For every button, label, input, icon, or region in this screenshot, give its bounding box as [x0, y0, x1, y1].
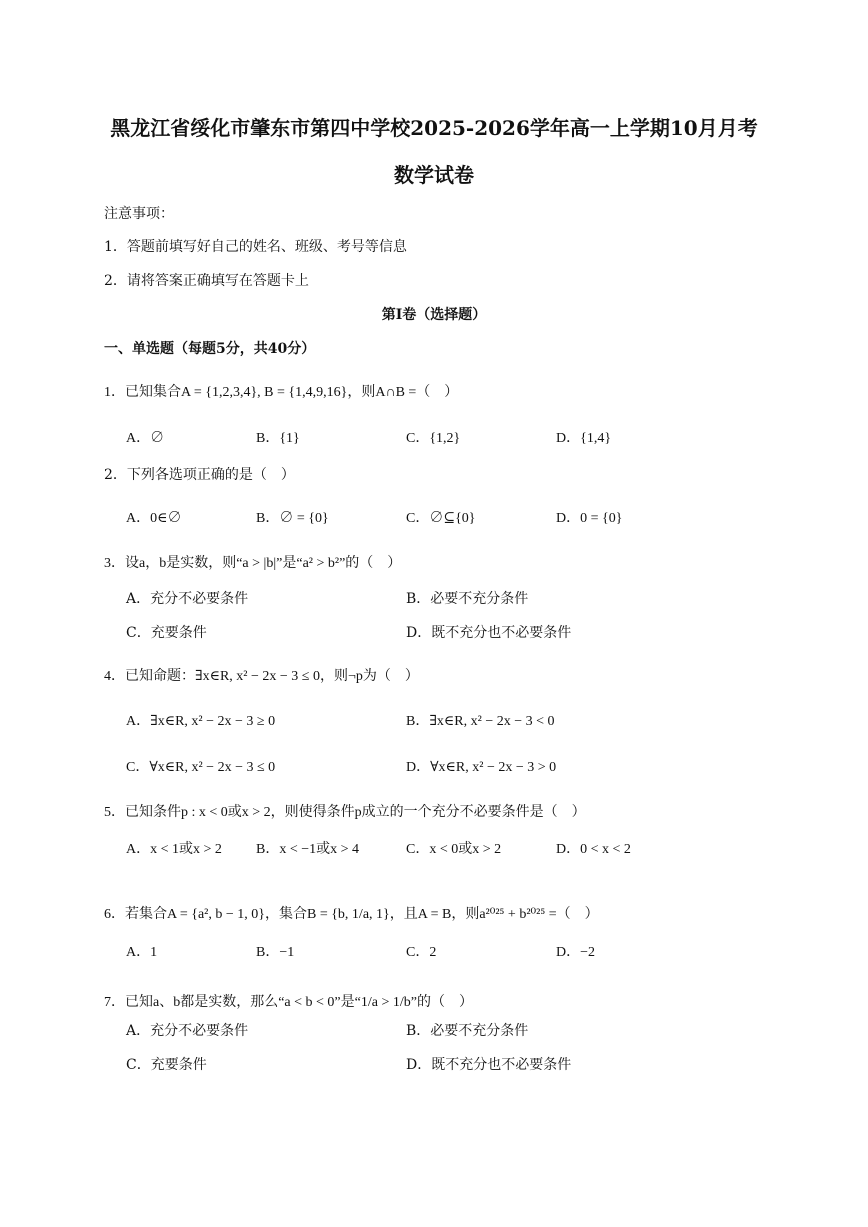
notes-item-1: 1．答题前填写好自己的姓名、班级、考号等信息	[104, 239, 407, 255]
question-5-option-c: C．x < 0或x > 2	[406, 842, 502, 857]
question-1-option-c: C．{1,2}	[406, 431, 461, 446]
question-5-option-b: B．x < −1或x > 4	[256, 842, 360, 857]
page-title: 黑龙江省绥化市肇东市第四中学校2025-2026学年高一上学期10月月考	[110, 116, 758, 140]
question-4-option-a: A．∃x∈R, x² − 2x − 3 ≥ 0	[126, 714, 276, 729]
notes-heading: 注意事项：	[104, 206, 174, 222]
page-subtitle: 数学试卷	[394, 163, 474, 187]
question-7-option-a: A．充分不必要条件	[126, 1023, 249, 1039]
question-5-option-d: D．0 < x < 2	[556, 842, 631, 857]
question-1-option-b: B．{1}	[256, 431, 300, 446]
question-2-option-b: B．∅ = {0}	[256, 511, 329, 526]
section-heading: 一、单选题（每题5分，共40分）	[104, 341, 316, 357]
question-2-option-c: C．∅⊆{0}	[406, 511, 476, 526]
question-5-option-a: A．x < 1或x > 2	[126, 842, 222, 857]
question-4-option-b: B．∃x∈R, x² − 2x − 3 < 0	[406, 714, 555, 729]
question-6-option-a: A．1	[126, 945, 158, 960]
question-3-option-a: A．充分不必要条件	[126, 591, 249, 607]
question-4-stem: 4．已知命题：∃x∈R, x² − 2x − 3 ≤ 0，则¬p为（ ）	[104, 669, 419, 684]
question-2-stem: 2．下列各选项正确的是（ ）	[104, 467, 295, 483]
question-3-stem: 3．设a，b是实数，则“a > |b|”是“a² > b²”的（ ）	[104, 556, 402, 571]
question-6-option-b: B．−1	[256, 945, 295, 960]
question-7-option-d: D．既不充分也不必要条件	[406, 1057, 572, 1073]
question-5-stem: 5．已知条件p : x < 0或x > 2，则使得条件p成立的一个充分不必要条件是（ ）	[104, 805, 586, 820]
question-6-stem: 6．若集合A = {a², b − 1, 0}，集合B = {b, 1/a, 1}，且A = B，则a²⁰²⁵ + b²⁰²⁵ =（ ）	[104, 907, 599, 922]
question-6-option-c: C．2	[406, 945, 437, 960]
question-7-option-b: B．必要不充分条件	[406, 1023, 529, 1039]
notes-item-2: 2．请将答案正确填写在答题卡上	[104, 273, 309, 289]
question-7-stem: 7．已知a、b都是实数，那么“a < b < 0”是“1/a > 1/b”的（ ）	[104, 995, 473, 1010]
question-4-option-c: C．∀x∈R, x² − 2x − 3 ≤ 0	[126, 760, 276, 775]
question-1-option-d: D．{1,4}	[556, 431, 612, 446]
question-3-option-c: C．充要条件	[126, 625, 207, 641]
question-3-option-b: B．必要不充分条件	[406, 591, 529, 607]
question-4-option-d: D．∀x∈R, x² − 2x − 3 > 0	[406, 760, 557, 775]
question-1-stem: 1．已知集合A = {1,2,3,4}, B = {1,4,9,16}，则A∩B =（ ）	[104, 385, 459, 400]
question-6-option-d: D．−2	[556, 945, 596, 960]
question-2-option-a: A．0∈∅	[126, 511, 182, 526]
question-7-option-c: C．充要条件	[126, 1057, 207, 1073]
question-1-option-a: A．∅	[126, 431, 165, 446]
part-heading: 第I卷（选择题）	[381, 307, 487, 323]
question-2-option-d: D．0 = {0}	[556, 511, 623, 526]
question-3-option-d: D．既不充分也不必要条件	[406, 625, 572, 641]
